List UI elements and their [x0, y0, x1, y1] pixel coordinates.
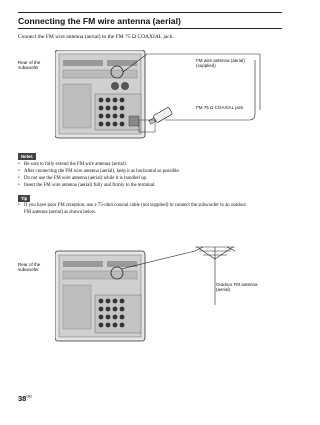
notes-badge: Notes — [18, 153, 36, 160]
outdoor-fm-antenna-label: Outdoor FM antenna (aerial) — [216, 282, 258, 293]
tip-line-2: FM antenna (aerial) as shown below. — [24, 210, 97, 216]
list-item — [18, 202, 284, 216]
list-item: • After connecting the FM wire antenna (aerial), keep it as horizontal as possible. — [18, 168, 284, 175]
fm-wire-antenna-label: FM wire antenna (aerial) (supplied) — [196, 58, 245, 69]
outdoor-antenna-icon — [195, 247, 235, 305]
tip-list — [18, 202, 284, 216]
figure-outdoor-antenna — [55, 245, 270, 345]
notes-list — [18, 161, 284, 189]
list-item: • Do not use the FM wire antenna (aerial) while it is bundled up. — [18, 175, 284, 182]
rear-of-subwoofer-label-top: Rear of the subwoofer — [18, 60, 41, 71]
title-rule-bottom — [18, 28, 282, 29]
list-item: • Insert the FM wire antenna (aerial) fully and firmly to the terminal. — [18, 182, 284, 189]
section-title: Connecting the FM wire antenna (aerial) — [18, 16, 181, 26]
intro-text: Connect the FM wire antenna (aerial) to the FM 75 Ω COAXIAL jack. — [18, 34, 174, 40]
fm-coaxial-jack-label: FM 75 Ω COAXIAL jack — [196, 105, 244, 110]
rear-of-subwoofer-label-bottom: Rear of the subwoofer — [18, 262, 41, 273]
subwoofer-rear-outdoor-illustration — [55, 245, 270, 345]
tip-line-1: If you have poor FM reception, use a 75-ohm coaxial cable (not supplied) to connect the subwoofer to an outdoor — [24, 203, 247, 208]
title-rule-top — [18, 12, 282, 13]
page-number: $38^{GB}$ — [18, 394, 32, 403]
list-item: • Be sure to fully extend the FM wire antenna (aerial). — [18, 161, 284, 168]
tip-badge: Tip — [18, 195, 30, 202]
